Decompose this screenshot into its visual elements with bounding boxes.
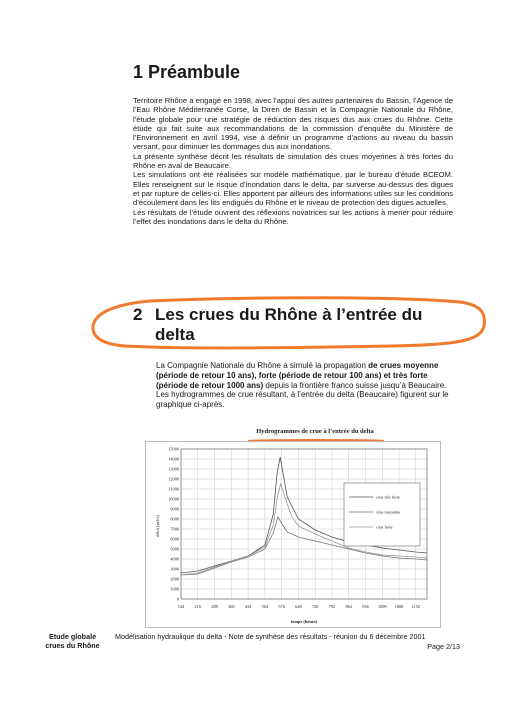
x-axis-label: temps (heure)	[290, 619, 318, 624]
y-tick-label: 3000	[170, 566, 179, 572]
footer-description	[115, 632, 460, 652]
x-tick-label: 864	[345, 604, 352, 609]
legend-box	[344, 483, 420, 546]
section-2-heading-line-2: delta	[155, 325, 195, 344]
y-tick-label: 10000	[168, 496, 179, 502]
x-tick-label: 216	[194, 604, 201, 609]
footer-left-line-2: crues du Rhône	[45, 641, 100, 650]
y-tick-label: 4000	[170, 556, 179, 562]
page-number: Page 2/13	[427, 642, 460, 651]
legend	[344, 483, 420, 546]
legend-label: crue très forte	[376, 494, 400, 500]
x-tick-label: 504	[261, 604, 269, 609]
y-tick-label: 1000	[170, 586, 179, 592]
x-tick-label: 144	[177, 604, 185, 609]
y-tick-label: 2000	[170, 576, 179, 582]
hydrograph-chart	[145, 441, 439, 626]
y-tick-label: 5000	[170, 546, 179, 552]
legend-label: crue moyenne	[376, 509, 401, 515]
x-tick-label: 1080	[394, 604, 404, 609]
y-tick-label: 6000	[170, 536, 179, 542]
section-2-text-part1: La Compagnie Nationale du Rhône a simulé la propagation	[156, 361, 369, 370]
section-2-text	[156, 361, 454, 410]
preamble-paragraph: Les simulations ont été réalisées sur modèle mathématique, par le bureau d’étude BCEOM. Elles renseignent sur le risque d’inondation dans le delta, par surverse au-dessus des digues et par rupture de celles-ci. Elles apportent par ailleurs des informations utiles sur les conditions d’écoulement dans les lits endigués du Rhône et le niveau de protection des digues actuelles.	[133, 170, 453, 208]
y-tick-label: 11000	[168, 486, 179, 492]
x-tick-label: 1008	[377, 604, 387, 609]
preamble-paragraph: Territoire Rhône a engagé en 1998, avec l’appui des autres partenaires du Bassin, l’Agence de l’Eau Rhône Méditerranée Corse, la Diren de Bassin et la Compagnie Nationale du Rhône, l’étude globale pour une stratégie de réduction des risques dus aux crues du Rhône. Cette étude qui fait suite aux recommandations de la commission d’enquête du Ministère de l’Environnement en avril 1994, vise à définir un programme d’actions au niveau du bassin versant, pour diminuer les dommages dus aux inondations.	[133, 96, 453, 152]
x-tick-label: 792	[328, 604, 336, 609]
x-tick-label: 576	[278, 604, 285, 609]
x-tick-label: 648	[295, 604, 302, 609]
footer-left-line-1: Etude globale	[48, 632, 97, 641]
section-2-text-part2: depuis la frontière franco suisse jusqu’à Beaucaire. Les hydrogrammes de crue résultant, à l’entrée du delta (Beaucaire) figurent sur le graphique ci-après.	[156, 380, 449, 410]
chart-title: Hydrogrammes de crue à l’entrée du delta	[256, 428, 374, 435]
y-tick-label: 13000	[168, 466, 179, 472]
y-tick-label: 8000	[170, 516, 179, 522]
section-2-heading	[133, 305, 473, 345]
y-tick-label: 0	[176, 596, 179, 602]
preamble-paragraph: Les résultats de l’étude ouvrent des réflexions novatrices sur les actions à mener pour réduire l’effet des inondations dans le delta du Rhône.	[133, 207, 453, 226]
y-tick-label: 12000	[168, 476, 179, 482]
y-tick-label: 14000	[168, 456, 179, 462]
footer-study-name	[30, 632, 115, 650]
footer-description-text: Modélisation hydraulique du delta - Note de synthèse des résultats - réunion du 6 décembre 2001	[115, 632, 426, 641]
preamble-paragraph: La présente synthèse décrit les résultats de simulation des crues moyennes à très fortes du Rhône en aval de Beaucaire.	[133, 151, 453, 171]
preamble-text	[133, 96, 453, 226]
section-1-heading: 1 Préambule	[133, 62, 241, 82]
x-tick-label: 720	[311, 604, 319, 609]
section-2-number: 2	[133, 305, 143, 324]
y-tick-label: 9000	[170, 506, 179, 512]
y-tick-label: 7000	[170, 526, 179, 532]
x-tick-label: 360	[228, 604, 235, 609]
y-tick-label: 15000	[168, 446, 179, 452]
section-2-heading-line-1: Les crues du Rhône à l’entrée du	[155, 305, 423, 324]
legend-label: crue forte	[376, 524, 393, 530]
x-tick-label: 432	[244, 604, 252, 609]
section-2-text-bold: de crues moyenne (période de retour 10 ans), forte (période de retour 100 ans) et très forte (période de retour 1000 ans)	[156, 361, 439, 390]
x-tick-label: 936	[362, 604, 369, 609]
y-axis-label: débit (m3/s)	[155, 515, 160, 537]
x-tick-label: 288	[211, 604, 218, 609]
x-tick-label: 1152	[411, 604, 421, 609]
